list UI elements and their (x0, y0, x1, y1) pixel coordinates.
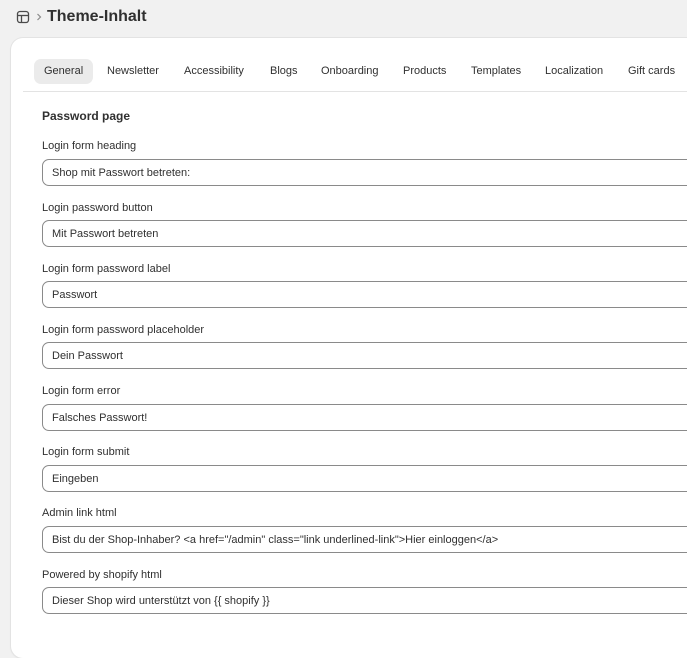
login-form-heading-input[interactable] (42, 159, 687, 186)
tab-products[interactable]: Products (403, 65, 447, 77)
page-title: Theme-Inhalt (47, 8, 147, 25)
store-icon[interactable] (16, 10, 30, 24)
tab-gift-cards[interactable]: Gift cards (628, 65, 676, 77)
login-form-password-label-input[interactable] (42, 281, 687, 308)
section-title: Password page (42, 109, 131, 123)
tab-onboarding[interactable]: Onboarding (321, 65, 379, 77)
powered-by-shopify-html-input[interactable] (42, 587, 687, 614)
login-form-submit-label: Login form submit (42, 446, 130, 458)
tab-blogs[interactable]: Blogs (270, 65, 298, 77)
top-bar (0, 0, 687, 36)
tab-newsletter[interactable]: Newsletter (107, 65, 159, 77)
tab-localization[interactable]: Localization (545, 65, 604, 77)
admin-link-html-label: Admin link html (42, 507, 117, 519)
tab-general[interactable]: General (34, 59, 93, 84)
powered-by-shopify-html-label: Powered by shopify html (42, 569, 162, 581)
login-password-button-input[interactable] (42, 220, 687, 247)
chevron-right-icon (35, 10, 43, 24)
tab-templates[interactable]: Templates (471, 65, 522, 77)
login-form-heading-label: Login form heading (42, 140, 137, 152)
login-form-password-label-label: Login form password label (42, 263, 171, 275)
admin-link-html-input[interactable] (42, 526, 687, 553)
tab-accessibility[interactable]: Accessibility (184, 65, 244, 77)
login-form-error-label: Login form error (42, 385, 121, 397)
login-form-submit-input[interactable] (42, 465, 687, 492)
login-form-password-placeholder-label: Login form password placeholder (42, 324, 205, 336)
login-password-button-label: Login password button (42, 202, 153, 214)
login-form-password-placeholder-input[interactable] (42, 342, 687, 369)
tab-bar (23, 59, 687, 92)
login-form-error-input[interactable] (42, 404, 687, 431)
